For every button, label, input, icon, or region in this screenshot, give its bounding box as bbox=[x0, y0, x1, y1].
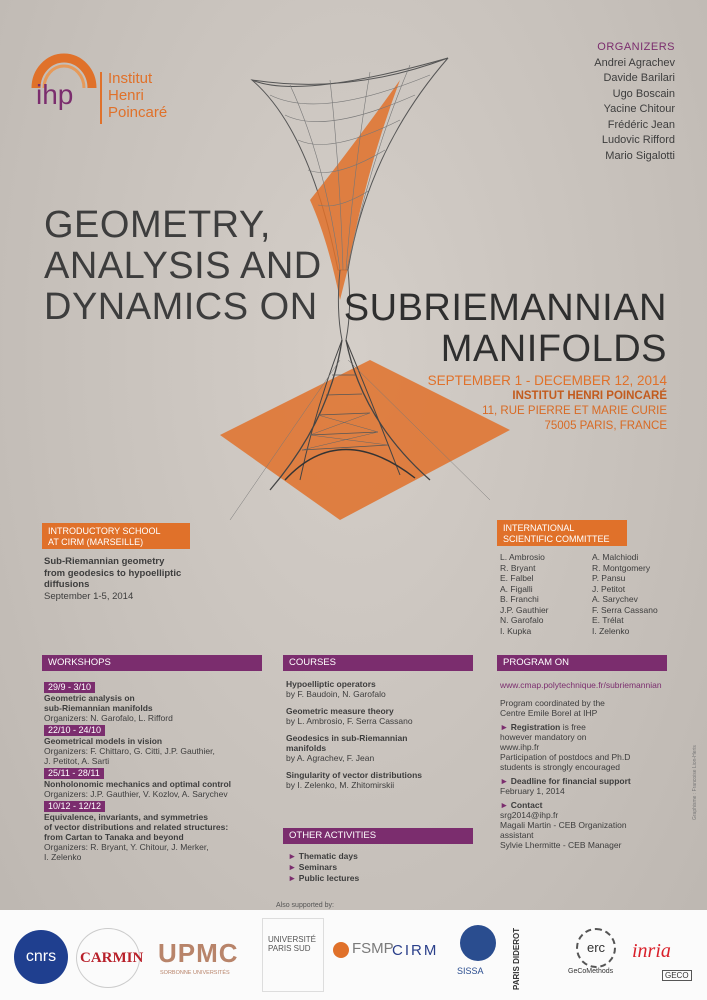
committee-member: J.P. Gauthier bbox=[500, 604, 549, 615]
organizer-name: Yacine Chitour bbox=[603, 103, 675, 115]
activity-label: Thematic days bbox=[298, 851, 358, 861]
ihp-abbr: ihp bbox=[36, 79, 74, 110]
program-text: Magali Martin - CEB Organization bbox=[500, 820, 627, 830]
committee-member: A. Malchiodi bbox=[592, 552, 639, 562]
title-line: GEOMETRY, bbox=[44, 204, 271, 246]
organizers-heading: ORGANIZERS bbox=[597, 41, 675, 53]
erc-logo: erc bbox=[576, 928, 616, 968]
courses-heading: COURSES bbox=[283, 655, 473, 671]
event-venue bbox=[482, 389, 667, 434]
program-info bbox=[500, 680, 680, 850]
program-heading: PROGRAM ON bbox=[497, 655, 667, 671]
course-item bbox=[286, 770, 486, 790]
arrow-icon: ► bbox=[288, 862, 299, 872]
heading-line: AT CIRM (MARSEILLE) bbox=[48, 537, 144, 547]
fsmp-icon bbox=[333, 942, 349, 958]
other-activities-list bbox=[288, 851, 359, 884]
arrow-icon: ► bbox=[500, 722, 511, 732]
workshop-organizers: Organizers: R. Bryant, Y. Chitour, J. Merker, bbox=[44, 842, 209, 852]
workshop-dates: 29/9 - 3/10 bbox=[44, 682, 95, 693]
workshop-dates: 25/11 - 28/11 bbox=[44, 768, 104, 779]
carmin-logo: CARMIN bbox=[80, 950, 144, 966]
title-line: DYNAMICS ON bbox=[44, 286, 318, 328]
organizers bbox=[594, 40, 675, 164]
event-dates: SEPTEMBER 1 - DECEMBER 12, 2014 bbox=[427, 373, 667, 388]
committee-member: N. Garofalo bbox=[500, 615, 544, 625]
course-title: Geometric measure theory bbox=[286, 706, 394, 716]
paris-sud-logo-box bbox=[262, 918, 324, 992]
deadline-label: Deadline for financial support bbox=[510, 776, 631, 786]
other-activities-heading: OTHER ACTIVITIES bbox=[283, 828, 473, 844]
activity-label: Seminars bbox=[298, 862, 338, 872]
committee-heading bbox=[497, 520, 627, 546]
contact-label: Contact bbox=[510, 800, 543, 810]
title-line: MANIFOLDS bbox=[440, 328, 667, 370]
workshop-organizers: I. Zelenko bbox=[44, 852, 82, 862]
committee-member: I. Kupka bbox=[500, 625, 532, 636]
workshop-item bbox=[44, 723, 284, 766]
cirm-logo: CIRM bbox=[392, 942, 439, 959]
course-title: Singularity of vector distributions bbox=[286, 770, 423, 780]
workshop-title: Geometric analysis on bbox=[44, 693, 135, 703]
program-text: however mandatory on bbox=[500, 732, 587, 742]
workshops-heading: WORKSHOPS bbox=[42, 655, 262, 671]
committee-member: I. Zelenko bbox=[592, 625, 630, 636]
arrow-icon: ► bbox=[288, 873, 299, 883]
cnrs-logo: cnrs bbox=[14, 930, 68, 984]
course-lecturers: by F. Baudoin, N. Garofalo bbox=[286, 689, 386, 699]
workshops-list bbox=[44, 680, 284, 862]
organizer-name: Andrei Agrachev bbox=[594, 56, 675, 69]
workshop-title: from Cartan to Tanaka and beyond bbox=[44, 832, 184, 842]
course-lecturers: by I. Zelenko, M. Zhitomirskii bbox=[286, 780, 395, 790]
committee-col-2 bbox=[592, 552, 658, 636]
registration-label: Registration bbox=[510, 722, 561, 732]
committee-col-1 bbox=[500, 552, 549, 636]
committee-member: P. Pansu bbox=[592, 573, 626, 583]
workshop-title: Nonholonomic mechanics and optimal control bbox=[44, 779, 232, 789]
ihp-logo-text bbox=[108, 70, 167, 121]
paris-sud-logo: UNIVERSITÉ PARIS SUD bbox=[268, 935, 317, 953]
committee-member: R. Montgomery bbox=[592, 562, 651, 573]
workshop-organizers: Organizers: N. Garofalo, L. Rifford bbox=[44, 713, 173, 723]
venue-address: 75005 PARIS, FRANCE bbox=[544, 420, 667, 432]
title-right bbox=[344, 288, 667, 370]
course-item bbox=[286, 706, 486, 726]
organizer-name: Ludovic Rifford bbox=[601, 134, 675, 146]
fsmp-logo: FSMP bbox=[352, 940, 394, 957]
program-text: Sylvie Lhermitte - CEB Manager bbox=[500, 840, 622, 850]
course-lecturers: by A. Agrachev, F. Jean bbox=[286, 753, 375, 763]
committee-member: L. Ambrosio bbox=[500, 552, 545, 562]
venue-address: 11, RUE PIERRE ET MARIE CURIE bbox=[482, 405, 667, 417]
organizer-name: Frédéric Jean bbox=[607, 118, 675, 131]
workshop-dates: 22/10 - 24/10 bbox=[44, 725, 105, 736]
course-title: manifolds bbox=[286, 743, 327, 753]
workshop-dates: 10/12 - 12/12 bbox=[44, 801, 105, 812]
intro-title: Sub-Riemannian geometry bbox=[44, 556, 165, 567]
activity-item bbox=[288, 851, 359, 862]
arrow-icon: ► bbox=[288, 851, 299, 861]
committee-member: B. Franchi bbox=[500, 594, 539, 604]
committee-member: A. Sarychev bbox=[592, 594, 638, 604]
organizer-name: Davide Barilari bbox=[603, 72, 675, 84]
geco-logo: GECO bbox=[662, 970, 692, 981]
committee-member: F. Serra Cassano bbox=[592, 604, 658, 615]
arrow-icon: ► bbox=[500, 776, 511, 786]
title-left bbox=[44, 205, 322, 328]
program-text: assistant bbox=[500, 830, 534, 840]
ihp-logo bbox=[30, 30, 100, 110]
organizer-name: Mario Sigalotti bbox=[605, 149, 675, 162]
workshop-item bbox=[44, 680, 284, 723]
committee-member: E. Falbel bbox=[500, 573, 534, 583]
workshop-organizers: J. Petitot, A. Sarti bbox=[44, 756, 110, 766]
activity-item bbox=[288, 862, 359, 873]
course-lecturers: by L. Ambrosio, F. Serra Cassano bbox=[286, 716, 413, 726]
sissa-emblem bbox=[460, 925, 496, 961]
program-text: is free bbox=[560, 722, 586, 732]
arrow-icon: ► bbox=[500, 800, 511, 810]
logo-divider bbox=[100, 72, 102, 124]
inria-logo: inria bbox=[632, 940, 671, 962]
contact-email[interactable]: srg2014@ihp.fr bbox=[500, 810, 559, 820]
intro-title: from geodesics to hypoelliptic bbox=[44, 567, 182, 579]
heading-line: SCIENTIFIC COMMITTEE bbox=[503, 534, 610, 544]
activity-label: Public lectures bbox=[298, 873, 360, 883]
logo-line: Henri bbox=[108, 87, 144, 104]
program-text: students is strongly encouraged bbox=[500, 762, 621, 772]
title-line: ANALYSIS AND bbox=[44, 245, 322, 287]
venue-name: INSTITUT HENRI POINCARÉ bbox=[512, 390, 667, 402]
program-text: Program coordinated by the bbox=[500, 698, 605, 708]
designer-credit: Graphisme : Francoise Lion-Heris bbox=[692, 745, 698, 820]
workshop-title: of vector distributions and related structures: bbox=[44, 822, 229, 832]
workshop-item bbox=[44, 766, 284, 799]
contact-line bbox=[500, 800, 680, 810]
workshop-organizers: Organizers: F. Chittaro, G. Citti, J.P. Gauthier, bbox=[44, 746, 215, 756]
program-url[interactable]: www.cmap.polytechnique.fr/subriemannian bbox=[500, 680, 662, 690]
workshop-title: Geometrical models in vision bbox=[44, 736, 163, 746]
registration-url[interactable]: www.ihp.fr bbox=[500, 742, 540, 752]
sissa-logo: SISSA bbox=[457, 966, 484, 976]
deadline-line bbox=[500, 776, 680, 786]
intro-school-body bbox=[44, 556, 181, 602]
deadline-date: February 1, 2014 bbox=[500, 786, 565, 796]
committee-member: E. Trélat bbox=[592, 615, 624, 625]
heading-line: INTERNATIONAL bbox=[503, 523, 575, 533]
course-item bbox=[286, 733, 486, 763]
logo-line: Poincaré bbox=[108, 104, 168, 121]
registration-line bbox=[500, 722, 680, 732]
upmc-logo: UPMC bbox=[158, 938, 239, 968]
organizer-name: Ugo Boscain bbox=[612, 87, 675, 100]
workshop-title: sub-Riemannian manifolds bbox=[44, 703, 153, 713]
supported-by-label: Also supported by: bbox=[276, 902, 334, 909]
workshop-title: Equivalence, invariants, and symmetries bbox=[44, 812, 208, 822]
course-title: Geodesics in sub-Riemannian bbox=[286, 733, 408, 743]
program-text: Centre Emile Borel at IHP bbox=[500, 708, 598, 718]
workshop-item bbox=[44, 799, 284, 862]
committee-member: R. Bryant bbox=[500, 562, 536, 573]
intro-school-heading bbox=[42, 523, 190, 549]
gecomethods-logo: GeCoMethods bbox=[568, 968, 614, 975]
sorbonne-text: SORBONNE UNIVERSITÉS bbox=[160, 970, 230, 976]
program-text: Participation of postdocs and Ph.D bbox=[500, 752, 631, 762]
course-item bbox=[286, 679, 486, 699]
workshop-organizers: Organizers: J.P. Gauthier, V. Kozlov, A. Sarychev bbox=[44, 789, 228, 799]
intro-dates: September 1-5, 2014 bbox=[44, 590, 134, 602]
heading-line: INTRODUCTORY SCHOOL bbox=[48, 526, 161, 536]
intro-title: diffusions bbox=[44, 579, 90, 590]
activity-item bbox=[288, 873, 359, 884]
paris-diderot-logo: PARIS DIDEROT bbox=[512, 927, 521, 990]
title-line: SUBRIEMANNIAN bbox=[343, 287, 667, 329]
courses-list bbox=[286, 679, 486, 797]
committee-member: A. Figalli bbox=[500, 583, 533, 594]
course-title: Hypoelliptic operators bbox=[286, 679, 376, 689]
logo-line: Institut bbox=[108, 70, 153, 87]
committee-member: J. Petitot bbox=[592, 583, 626, 594]
